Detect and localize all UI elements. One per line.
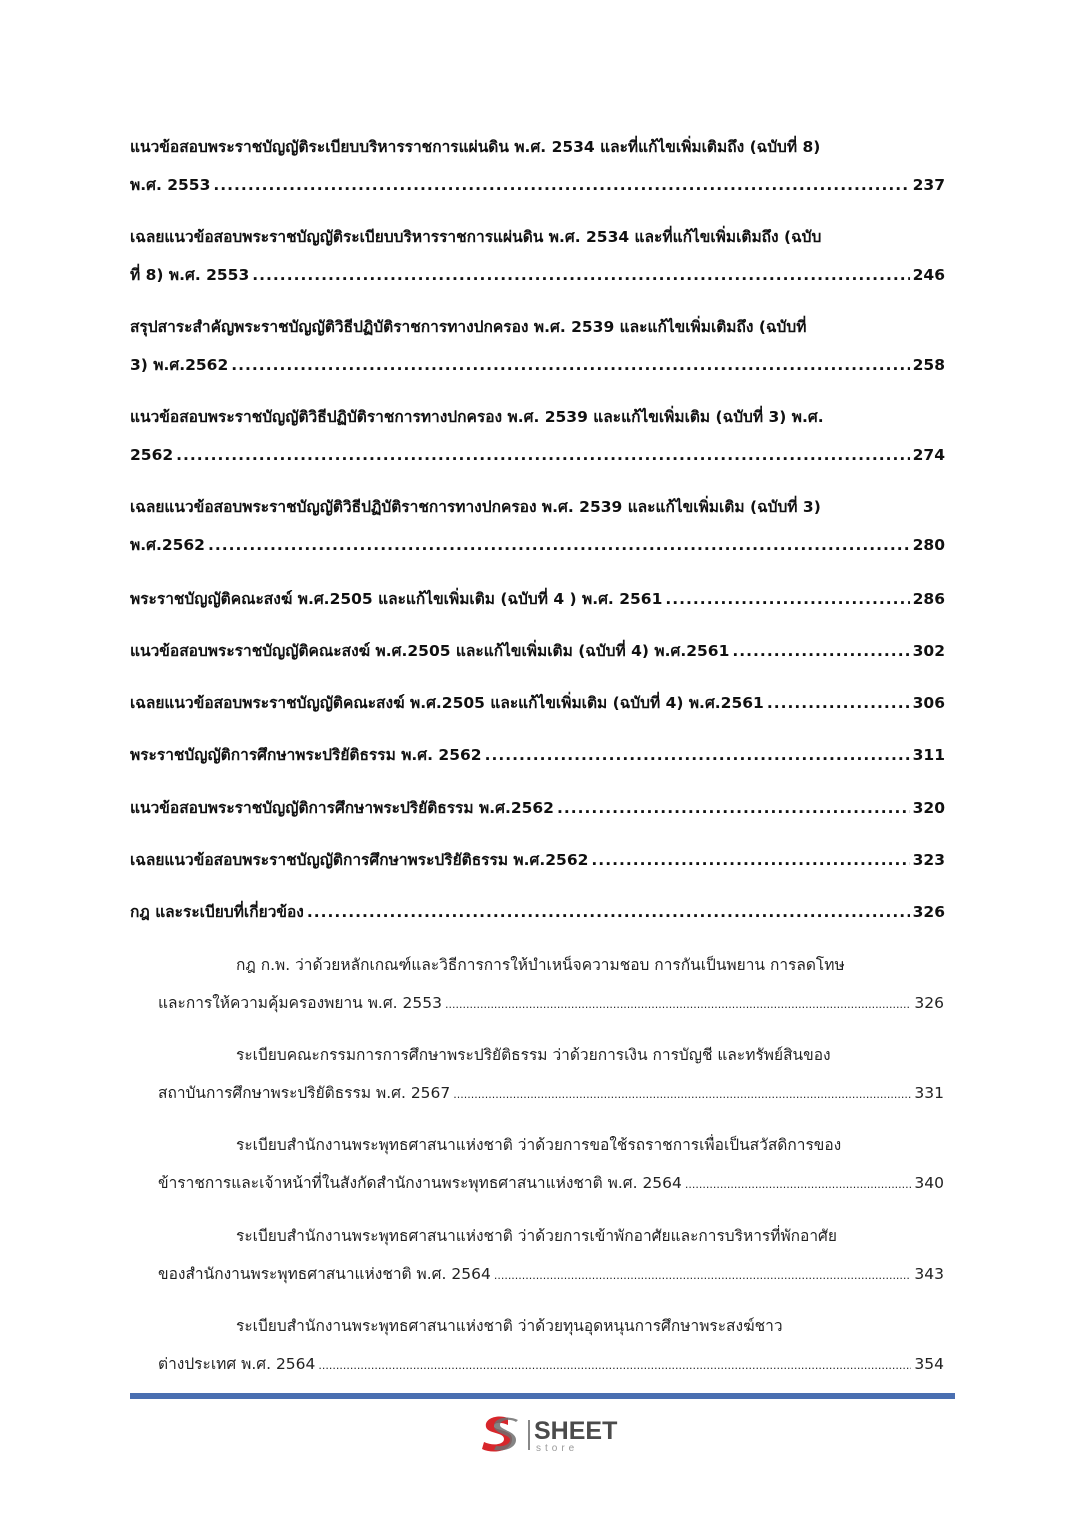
toc-entry-title: พระราชบัญญัติการศึกษาพระปริยัติธรรม พ.ศ. 2562 bbox=[130, 746, 482, 764]
toc-page-number: 280 bbox=[912, 536, 945, 554]
toc-page-number: 286 bbox=[912, 590, 945, 608]
toc-page-number: 311 bbox=[912, 746, 945, 764]
toc-entry-title-cont: พ.ศ. 2553 bbox=[130, 176, 211, 194]
toc-page-number: 258 bbox=[912, 356, 945, 374]
toc-entry-title: เฉลยแนวข้อสอบพระราชบัญญัติคณะสงฆ์ พ.ศ.2505 และแก้ไขเพิ่มเติม (ฉบับที่ 4) พ.ศ.2561 bbox=[130, 694, 764, 712]
toc-entry-title: เฉลยแนวข้อสอบพระราชบัญญัติการศึกษาพระปริยัติธรรม พ.ศ.2562 bbox=[130, 851, 589, 869]
toc-page-number: 274 bbox=[912, 446, 945, 464]
toc-subentry-title: ระเบียบสำนักงานพระพุทธศาสนาแห่งชาติ ว่าด้วยการเข้าพักอาศัยและการบริหารที่พักอาศัย bbox=[236, 1227, 837, 1245]
toc-page-number: 331 bbox=[914, 1084, 944, 1102]
toc-page-number: 354 bbox=[914, 1355, 944, 1373]
toc-page-number: 246 bbox=[912, 266, 945, 284]
toc-entry[interactable] bbox=[130, 688, 945, 720]
toc-subentry-title: ระเบียบสำนักงานพระพุทธศาสนาแห่งชาติ ว่าด้วยการขอใช้รถราชการเพื่อเป็นสวัสดิการของ bbox=[236, 1136, 842, 1154]
toc-entry-title: แนวข้อสอบพระราชบัญญัติคณะสงฆ์ พ.ศ.2505 และแก้ไขเพิ่มเติม (ฉบับที่ 4) พ.ศ.2561 bbox=[130, 642, 730, 660]
toc-subentry-title-cont: และการให้ความคุ้มครองพยาน พ.ศ. 2553 bbox=[158, 994, 442, 1012]
toc-entry-title-cont: 2562 bbox=[130, 446, 174, 464]
toc-entry-title: เฉลยแนวข้อสอบพระราชบัญญัติระเบียบบริหารราชการแผ่นดิน พ.ศ. 2534 และที่แก้ไขเพิ่มเติมถึง (ฉบับ bbox=[130, 228, 822, 246]
toc-entry[interactable] bbox=[130, 740, 945, 772]
toc-page-number: 340 bbox=[914, 1174, 944, 1192]
toc-page-number: 323 bbox=[912, 851, 945, 869]
toc-entry-title: แนวข้อสอบพระราชบัญญัติการศึกษาพระปริยัติธรรม พ.ศ.2562 bbox=[130, 799, 554, 817]
toc-subentry-title-cont: ต่างประเทศ พ.ศ. 2564 bbox=[158, 1355, 316, 1373]
toc-subentry-title: กฎ ก.พ. ว่าด้วยหลักเกณฑ์และวิธีการการให้บำเหน็จความชอบ การกันเป็นพยาน การลดโทษ bbox=[236, 956, 845, 974]
dot-leader bbox=[485, 740, 910, 770]
dot-leader bbox=[767, 688, 910, 718]
toc-subentry-title-cont: สถาบันการศึกษาพระปริยัติธรรม พ.ศ. 2567 bbox=[158, 1084, 451, 1102]
dot-leader bbox=[685, 1170, 912, 1200]
footer-logo bbox=[478, 1412, 628, 1456]
dot-leader bbox=[445, 990, 911, 1020]
sheet-store-logo-icon bbox=[478, 1412, 524, 1456]
dot-leader bbox=[252, 260, 909, 290]
toc-entry[interactable] bbox=[130, 636, 945, 668]
dot-leader bbox=[231, 350, 909, 380]
dot-leader bbox=[318, 1351, 911, 1381]
toc-page-number: 326 bbox=[912, 903, 945, 921]
toc-entry[interactable] bbox=[130, 793, 945, 825]
toc-subentry-title-cont: ข้าราชการและเจ้าหน้าที่ในสังกัดสำนักงานพระพุทธศาสนาแห่งชาติ พ.ศ. 2564 bbox=[158, 1174, 682, 1192]
toc-page-number: 302 bbox=[912, 642, 945, 660]
toc-subentry-title: ระเบียบสำนักงานพระพุทธศาสนาแห่งชาติ ว่าด้วยทุนอุดหนุนการศึกษาพระสงฆ์ชาว bbox=[236, 1317, 783, 1335]
dot-leader bbox=[494, 1261, 912, 1291]
toc-subentry[interactable] bbox=[158, 1040, 944, 1110]
toc-page-number: 343 bbox=[914, 1265, 944, 1283]
dot-leader bbox=[176, 440, 910, 470]
toc-entry[interactable] bbox=[130, 492, 945, 562]
toc-entry[interactable] bbox=[130, 584, 945, 616]
toc-entry-title: แนวข้อสอบพระราชบัญญัติระเบียบบริหารราชการแผ่นดิน พ.ศ. 2534 และที่แก้ไขเพิ่มเติมถึง (ฉบับที่ 8) bbox=[130, 138, 821, 156]
toc-subentry[interactable] bbox=[158, 1130, 944, 1200]
logo-brand-sub: store bbox=[536, 1443, 579, 1454]
toc-entry-title: พระราชบัญญัติคณะสงฆ์ พ.ศ.2505 และแก้ไขเพิ่มเติม (ฉบับที่ 4 ) พ.ศ. 2561 bbox=[130, 590, 663, 608]
logo-brand: SHEET bbox=[534, 1417, 618, 1445]
toc-entry[interactable] bbox=[130, 312, 945, 382]
toc-entry-title: แนวข้อสอบพระราชบัญญัติวิธีปฏิบัติราชการทางปกครอง พ.ศ. 2539 และแก้ไขเพิ่มเติม (ฉบับที่ 3) พ.ศ. bbox=[130, 408, 824, 426]
dot-leader bbox=[557, 793, 910, 823]
footer-rule bbox=[130, 1393, 955, 1399]
toc-entry-title-cont: 3) พ.ศ.2562 bbox=[130, 356, 229, 374]
toc-entry[interactable] bbox=[130, 132, 945, 202]
toc-entry[interactable] bbox=[130, 402, 945, 472]
toc-subentry-title: ระเบียบคณะกรรมการการศึกษาพระปริยัติธรรม ว่าด้วยการเงิน การบัญชี และทรัพย์สินของ bbox=[236, 1046, 831, 1064]
toc-entry-title-cont: พ.ศ.2562 bbox=[130, 536, 205, 554]
toc-page-number: 237 bbox=[912, 176, 945, 194]
logo-separator bbox=[528, 1420, 530, 1450]
toc-subentry[interactable] bbox=[158, 1221, 944, 1291]
dot-leader bbox=[208, 530, 910, 560]
toc-page-number: 320 bbox=[912, 799, 945, 817]
toc-subentry-title-cont: ของสำนักงานพระพุทธศาสนาแห่งชาติ พ.ศ. 2564 bbox=[158, 1265, 491, 1283]
toc-page-number: 326 bbox=[914, 994, 944, 1012]
toc-subentry[interactable] bbox=[158, 950, 944, 1020]
toc-entry-title: เฉลยแนวข้อสอบพระราชบัญญัติวิธีปฏิบัติราชการทางปกครอง พ.ศ. 2539 และแก้ไขเพิ่มเติม (ฉบับที่ 3) bbox=[130, 498, 821, 516]
toc-subentry[interactable] bbox=[158, 1311, 944, 1381]
toc-entry-title-cont: ที่ 8) พ.ศ. 2553 bbox=[130, 266, 250, 284]
toc-entry-title: สรุปสาระสำคัญพระราชบัญญัติวิธีปฏิบัติราชการทางปกครอง พ.ศ. 2539 และแก้ไขเพิ่มเติมถึง (ฉบับที่ bbox=[130, 318, 807, 336]
toc-entry-title: กฎ และระเบียบที่เกี่ยวข้อง bbox=[130, 903, 304, 921]
dot-leader bbox=[591, 845, 909, 875]
dot-leader bbox=[307, 897, 910, 927]
dot-leader bbox=[453, 1080, 911, 1110]
toc-entry[interactable] bbox=[130, 222, 945, 292]
dot-leader bbox=[665, 584, 909, 614]
dot-leader bbox=[732, 636, 909, 666]
toc-entry[interactable] bbox=[130, 897, 945, 929]
toc-page-number: 306 bbox=[912, 694, 945, 712]
dot-leader bbox=[213, 170, 909, 200]
toc-entry[interactable] bbox=[130, 845, 945, 877]
